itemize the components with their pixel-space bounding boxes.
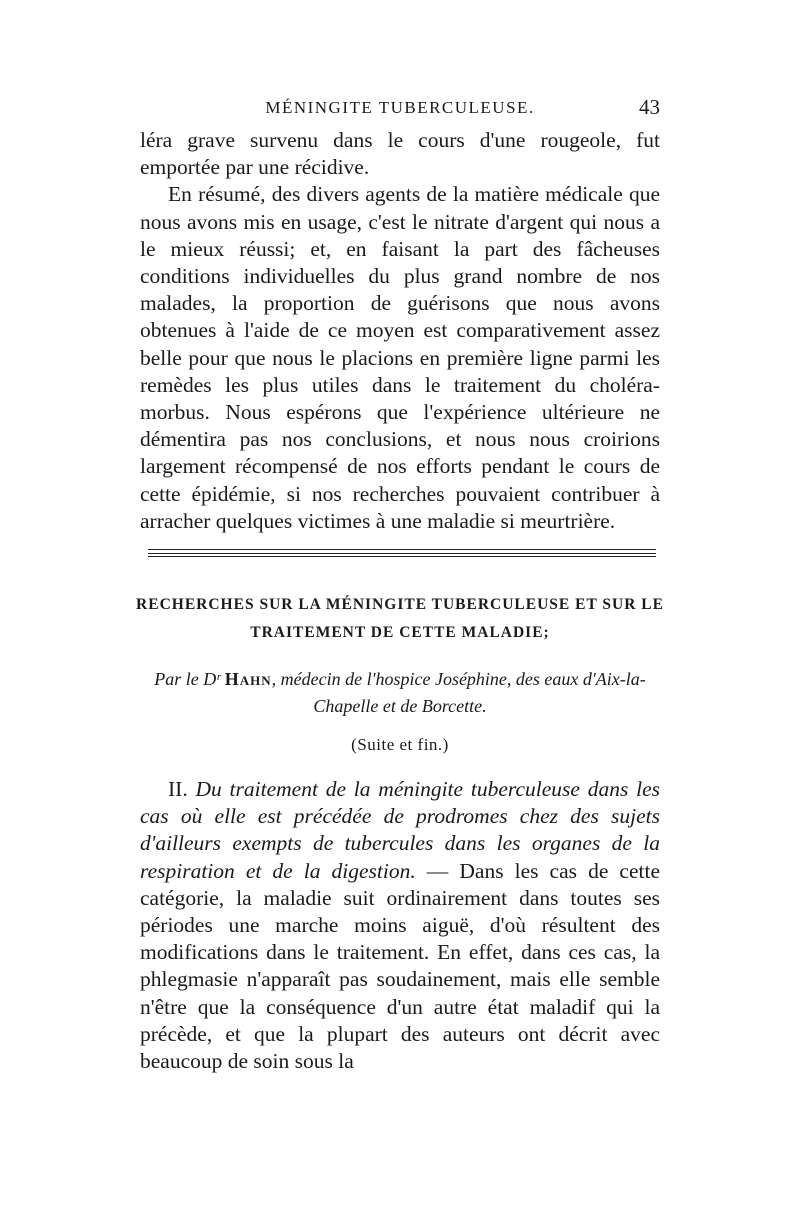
article-title: RECHERCHES SUR LA MÉNINGITE TUBERCULEUSE ET SUR LE TRAITEMENT DE CETTE MALADIE;	[136, 596, 664, 641]
section-number: II.	[168, 777, 196, 801]
body-text-top	[140, 127, 660, 535]
running-head	[140, 95, 660, 124]
author-name: Hahn	[224, 669, 272, 689]
divider-line	[148, 549, 656, 550]
section-heading: Du traitement de la méningite tuberculeuse dans les cas où elle est précédée de prodromes chez des sujets d'ailleurs exempts de tubercules dans les organes de la respiration et de la digestion.	[140, 777, 660, 883]
byline-prefix: Par le Dʳ	[154, 669, 225, 689]
paragraph-summary: En résumé, des divers agents de la matière médicale que nous avons mis en usage, c'est le nitrate d'argent qui nous a le mieux réussi; et, en faisant la part des fâcheuses conditions individuelles du plus grand nombre de nos malades, la proportion de guérisons que nous avons obtenues à l'aide de ce moyen est comparativement assez belle pour que nous le placions en première ligne parmi les remèdes les plus utiles dans le traitement du choléra-morbus. Nous espérons que l'expérience ultérieure ne démentira pas nos conclusions, et nous nous croirions largement récompensé de nos efforts pendant le cours de cette épidémie, si nos recherches pouvaient contribuer à arracher quelques victimes à une maladie si meurtrière.	[140, 182, 660, 533]
paragraph-continued: léra grave survenu dans le cours d'une rougeole, fut emportée par une récidive.	[140, 128, 660, 180]
running-title: MÉNINGITE TUBERCULEUSE.	[265, 98, 535, 117]
section-body: — Dans les cas de cette catégorie, la maladie suit ordinairement dans toutes ses périodes une marche moins aiguë, d'où résultent des modifications dans le traitement. En effet, dans ces cas, la phlegmasie n'apparaît pas soudainement, mais elle semble n'être que la conséquence d'un autre état maladif qui la précède, et que la plupart des auteurs ont décrit avec beaucoup de soin sous la	[140, 858, 660, 1074]
continuation-note: (Suite et fin.)	[351, 735, 449, 754]
article-byline	[140, 666, 660, 720]
page-number: 43	[639, 95, 660, 119]
divider-line	[148, 556, 656, 557]
divider-line	[148, 553, 656, 554]
byline-affiliation: , médecin de l'hospice Joséphine, des eaux d'Aix-la-Chapelle et de Borcette.	[271, 669, 646, 716]
section-paragraph	[140, 776, 660, 1075]
section-divider	[148, 548, 656, 558]
body-text-section	[140, 776, 660, 1075]
